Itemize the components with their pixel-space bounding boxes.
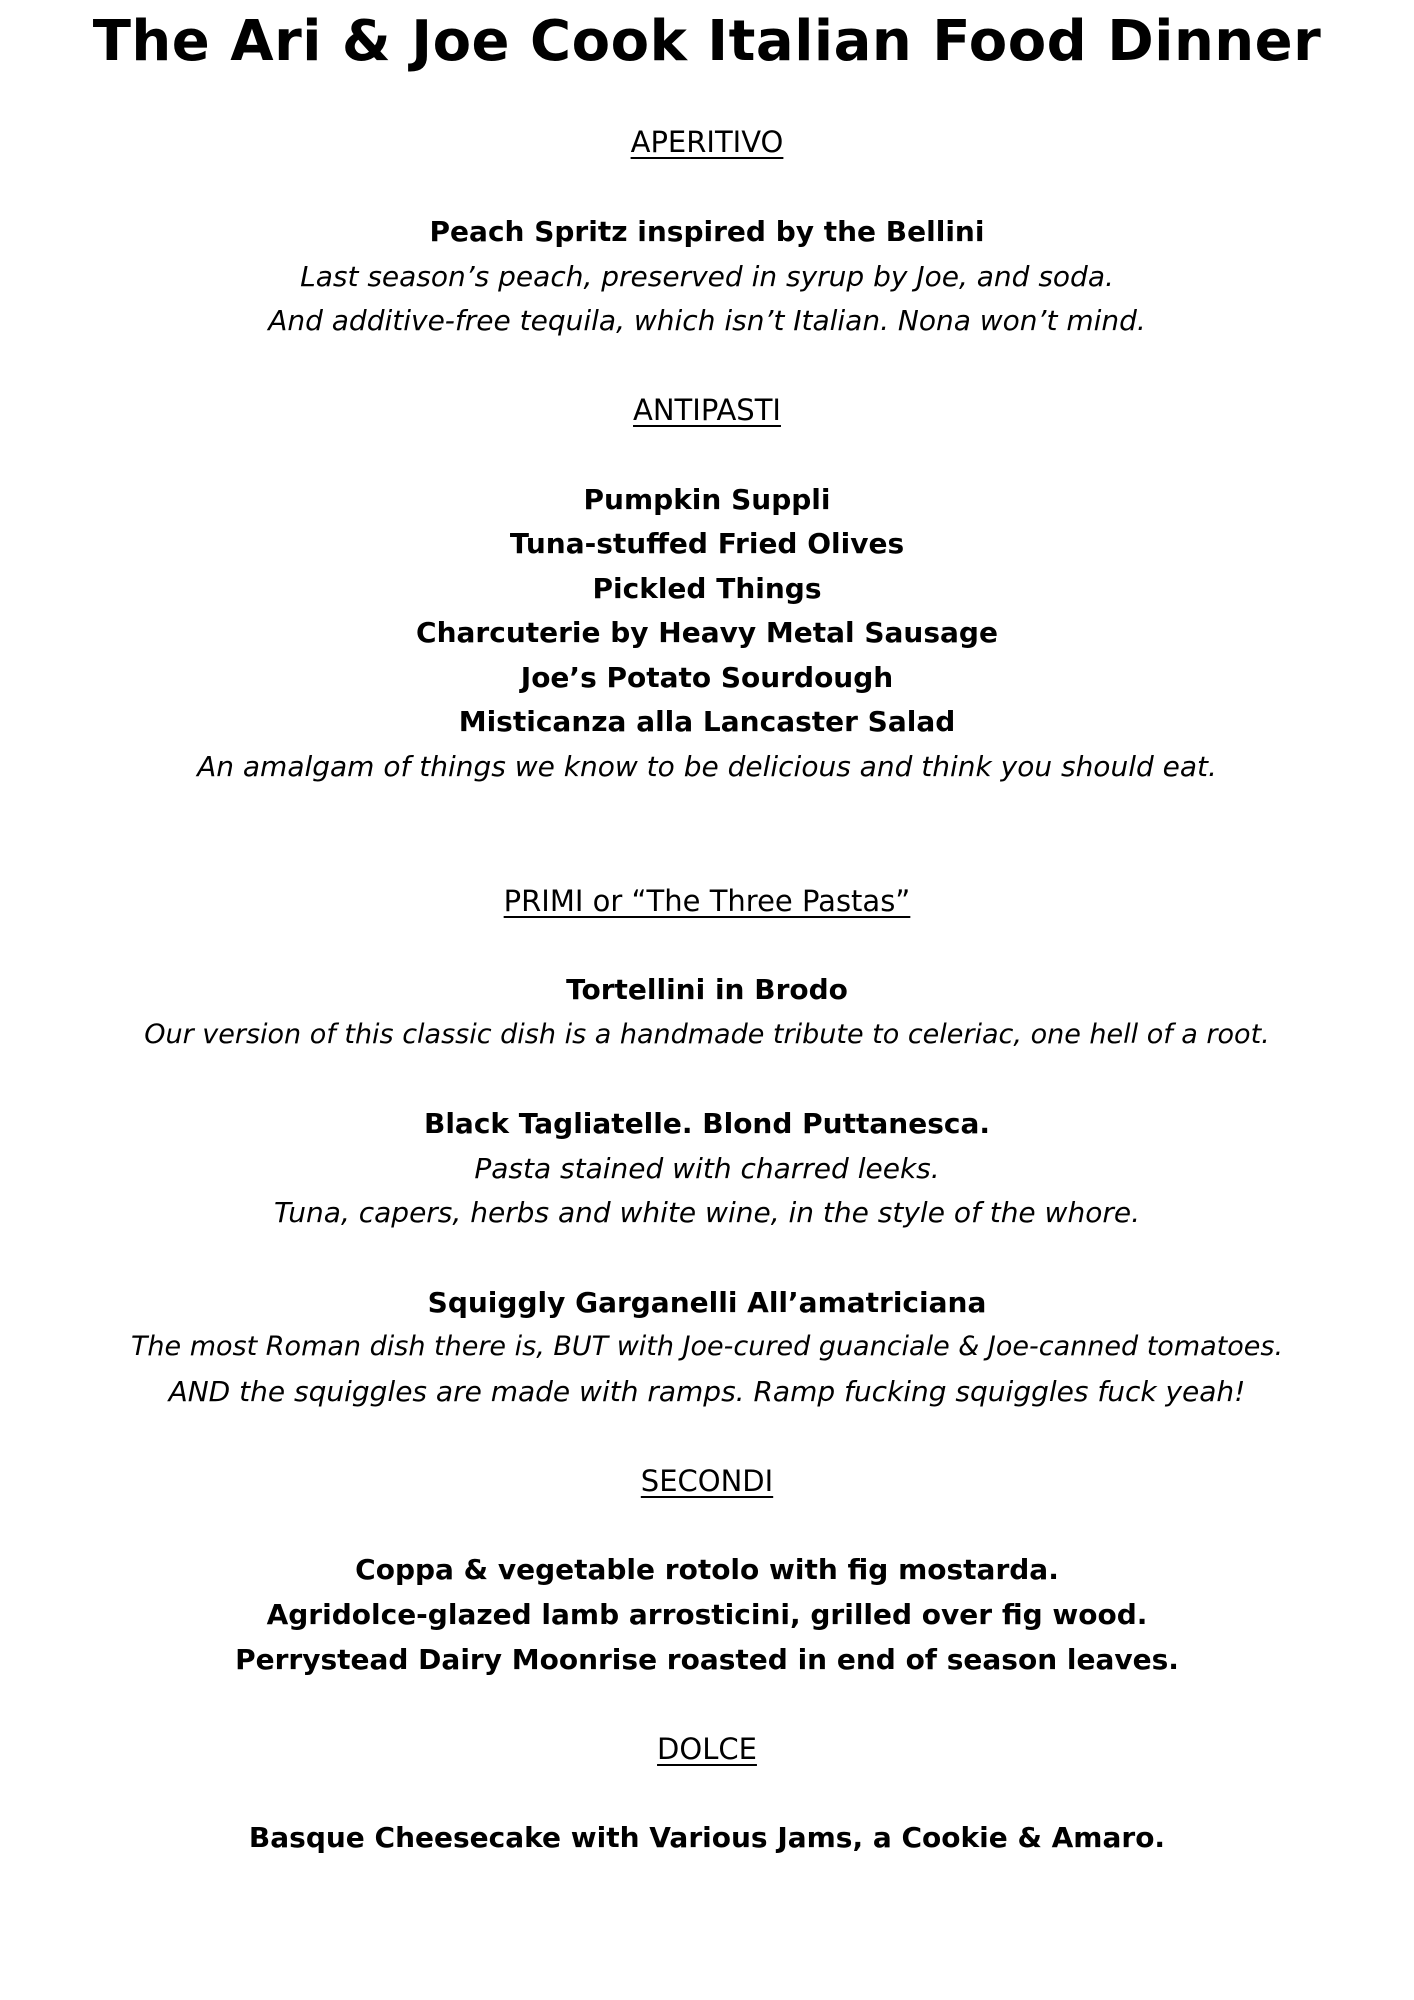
section-heading-dolce: DOLCE (657, 1732, 757, 1766)
dish-black-tagliatelle: Black Tagliatelle. Blond Puttanesca. (423, 1107, 990, 1140)
dish-description: And additive-free tequila, which isn’t Italian. Nona won’t mind. (268, 304, 1146, 337)
dish-tortellini-in-brodo: Tortellini in Brodo (566, 973, 848, 1006)
dish-description: AND the squiggles are made with ramps. Ramp fucking squiggles fuck yeah! (168, 1375, 1246, 1408)
dish-description: Last season’s peach, preserved in syrup by Joe, and soda. (300, 260, 1114, 293)
dish-moonrise-roasted: Perrystead Dairy Moonrise roasted in end of season leaves. (235, 1643, 1179, 1676)
dish-pumpkin-suppli: Pumpkin Suppli (583, 483, 831, 516)
dish-description: Our version of this classic dish is a handmade tribute to celeriac, one hell of a root. (144, 1019, 1270, 1050)
dish-lamb-arrosticini: Agridolce-glazed lamb arrosticini, grilled over fig wood. (266, 1598, 1148, 1631)
menu-title: The Ari & Joe Cook Italian Food Dinner (92, 9, 1322, 74)
dish-description: An amalgam of things we know to be delicious and think you should eat. (197, 750, 1217, 783)
dish-potato-sourdough: Joe’s Potato Sourdough (520, 661, 894, 694)
dish-pickled-things: Pickled Things (592, 572, 822, 605)
dish-misticanza-salad: Misticanza alla Lancaster Salad (458, 705, 956, 738)
dish-description: Tuna, capers, herbs and white wine, in the style of the whore. (274, 1196, 1140, 1229)
dish-description: The most Roman dish there is, BUT with Joe-cured guanciale & Joe-canned tomatoes. (130, 1331, 1284, 1362)
section-heading-antipasti: ANTIPASTI (633, 393, 781, 427)
dish-peach-spritz: Peach Spritz inspired by the Bellini (429, 215, 985, 248)
section-heading-primi: PRIMI or “The Three Pastas” (503, 884, 911, 918)
section-heading-aperitivo: APERITIVO (630, 125, 784, 159)
dish-basque-cheesecake: Basque Cheesecake with Various Jams, a Cookie & Amaro. (248, 1821, 1166, 1854)
dish-description: Pasta stained with charred leeks. (474, 1152, 940, 1185)
dish-tuna-stuffed-olives: Tuna-stuffed Fried Olives (509, 527, 905, 560)
dish-squiggly-garganelli: Squiggly Garganelli All’amatriciana (427, 1286, 987, 1319)
dish-coppa-rotolo: Coppa & vegetable rotolo with fig mostarda. (355, 1553, 1059, 1586)
section-heading-secondi: SECONDI (640, 1464, 774, 1498)
dish-charcuterie: Charcuterie by Heavy Metal Sausage (416, 616, 998, 649)
